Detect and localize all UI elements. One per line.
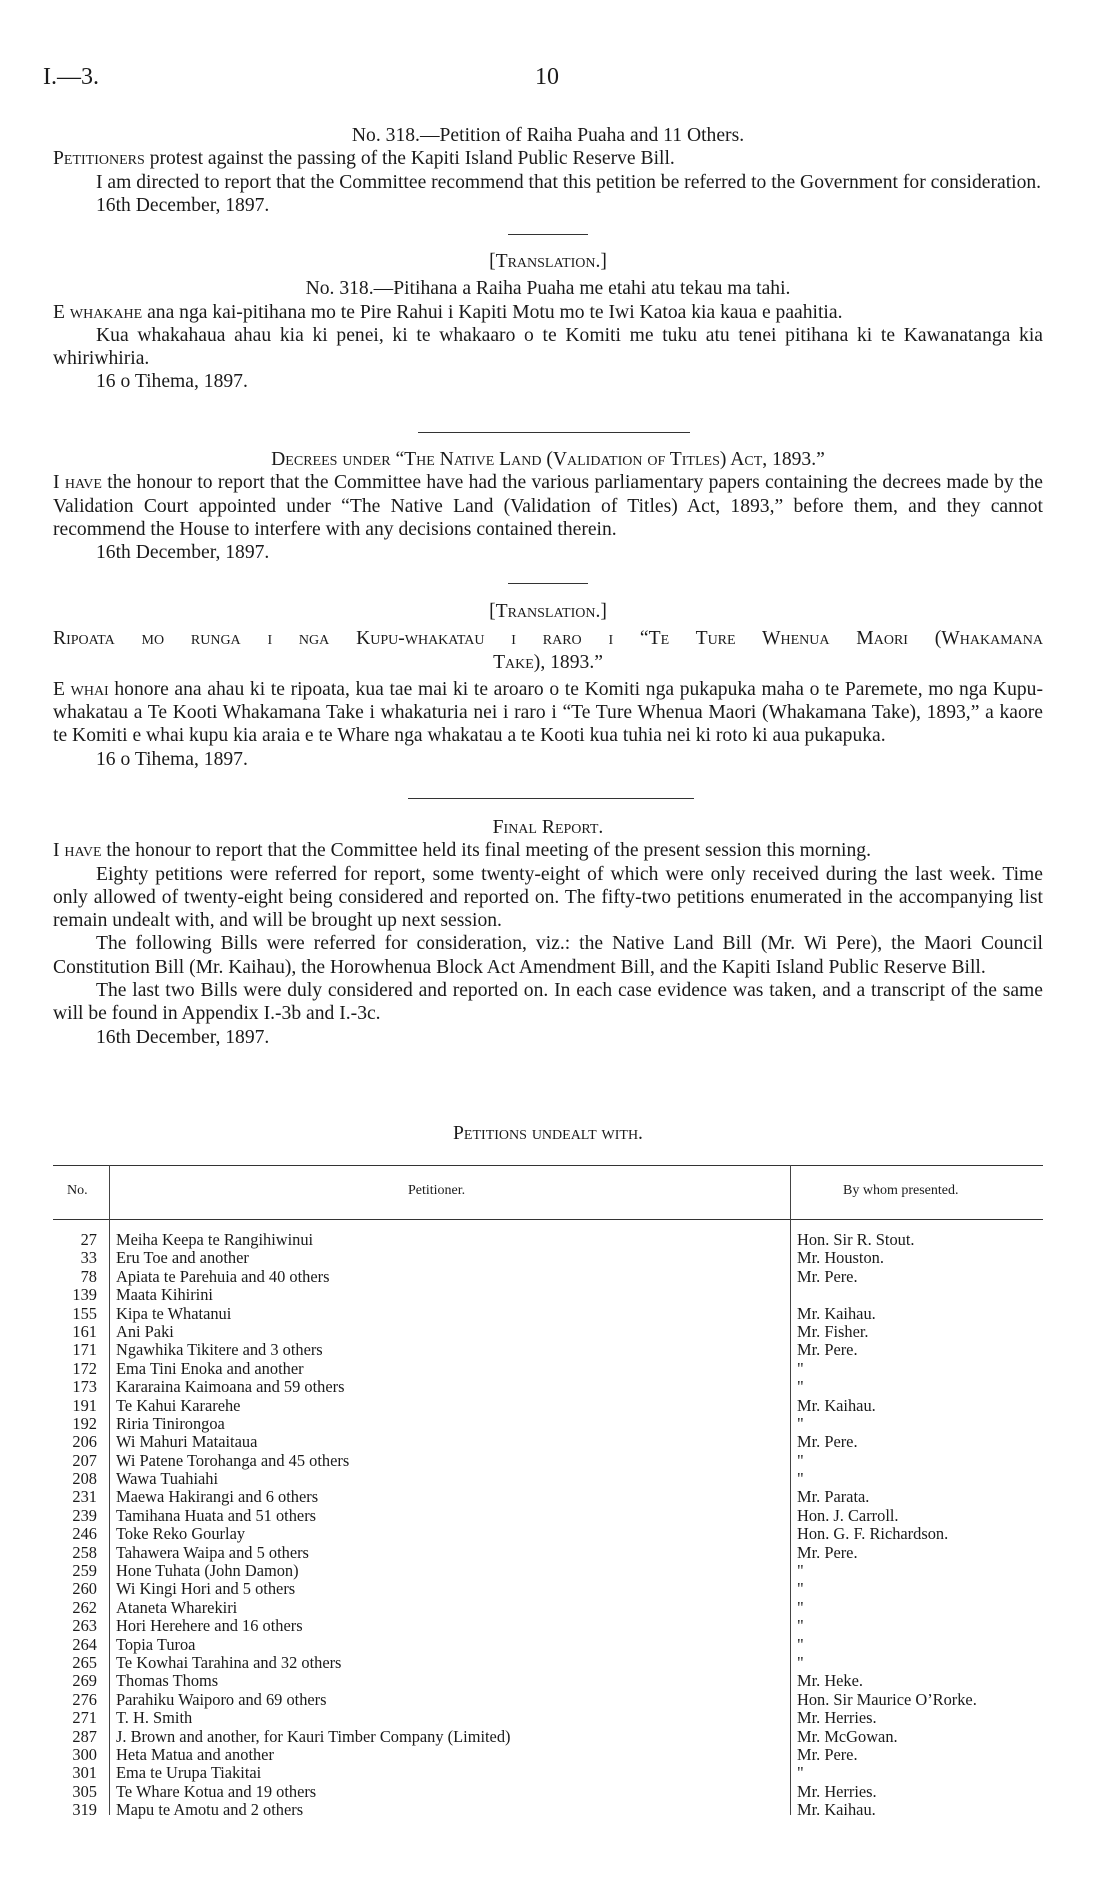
presented-by: " <box>797 1561 804 1581</box>
presented-by: Hon. J. Carroll. <box>797 1505 899 1525</box>
decrees-section <box>53 448 1043 564</box>
petition-number: 264 <box>72 1634 97 1654</box>
presented-by: Mr. Fisher. <box>797 1321 869 1341</box>
translation-2-label: [Translation.] <box>489 601 607 622</box>
petitioner-name: Apiata te Parehuia and 40 others <box>116 1267 330 1286</box>
petitioner-name: Toke Reko Gourlay <box>116 1525 246 1544</box>
petitioner-name: Thomas Thoms <box>116 1672 219 1691</box>
petition-number: 263 <box>72 1616 97 1636</box>
petitioner-name: Topia Turoa <box>116 1635 196 1654</box>
petitioner-name: Ema te Urupa Tiakitai <box>116 1764 262 1783</box>
table-row <box>53 1415 1043 1433</box>
petitioner-name: Te Kowhai Tarahina and 32 others <box>116 1653 342 1672</box>
petitioner-name: Ema Tini Enoka and another <box>116 1359 304 1378</box>
presented-by: " <box>797 1469 804 1489</box>
petitioner-name: Wi Patene Torohanga and 45 others <box>116 1451 350 1470</box>
table-row <box>53 1268 1043 1286</box>
table-row <box>53 1801 1043 1819</box>
table-row <box>53 1764 1043 1782</box>
presented-by: Mr. Kaihau. <box>797 1303 876 1323</box>
presented-by: Hon. Sir Maurice O’Rorke. <box>797 1689 977 1709</box>
petitioner-name: Maata Kihirini <box>116 1286 213 1305</box>
final-report-petitions: Eighty petitions were referred for report, some twenty-eight of which were only received during the last week. Time only allowed of twenty-eight being considered and reported on. The fifty-two petitions enumerated in the accompanying list remain undealt with, and will be brought up next session. <box>53 863 1043 932</box>
presented-by: Mr. McGowan. <box>797 1726 898 1746</box>
petition-number: 305 <box>72 1781 97 1801</box>
petitioner-name: Te Kahui Kararehe <box>116 1396 241 1415</box>
petition-number: 287 <box>72 1726 97 1746</box>
table-row <box>53 1378 1043 1396</box>
petition-number: 155 <box>72 1303 97 1323</box>
petitioner-name: Kararaina Kaimoana and 59 others <box>116 1378 345 1397</box>
table-row <box>53 1231 1043 1249</box>
table-row <box>53 1746 1043 1764</box>
final-report-evidence: The last two Bills were duly considered and reported on. In each case evidence was taken, and a transcript of the same will be found in Appendix I.-3b and I.-3c. <box>53 980 1043 1025</box>
presented-by: Hon. G. F. Richardson. <box>797 1524 949 1544</box>
table-row <box>53 1452 1043 1470</box>
translation-2-date: 16 o Tihema, 1897. <box>96 748 248 770</box>
table-row <box>53 1709 1043 1727</box>
column-header-no: No. <box>67 1183 88 1198</box>
presented-by: Mr. Houston. <box>797 1248 884 1268</box>
petition-318-report: I am directed to report that the Committee recommend that this petition be referred to the Government for consideration. <box>96 171 1042 193</box>
translation-2-lead-word: E whai <box>53 678 109 700</box>
final-report-lead-text: the honour to report that the Committee held its final meeting of the present session this morning. <box>106 840 871 862</box>
table-row <box>53 1507 1043 1525</box>
petition-number: 192 <box>72 1413 97 1433</box>
table-row <box>53 1433 1043 1451</box>
table-row <box>53 1544 1043 1562</box>
petitioner-name: Mapu te Amotu and 2 others <box>116 1801 304 1820</box>
petition-number: 265 <box>72 1652 97 1672</box>
petition-number: 139 <box>72 1285 97 1305</box>
table-row <box>53 1599 1043 1617</box>
final-report-section <box>53 816 1043 1049</box>
petitioner-name: Wawa Tuahiahi <box>116 1470 219 1489</box>
table-row <box>53 1654 1043 1672</box>
petitioner-name: Ngawhika Tikitere and 3 others <box>116 1341 323 1360</box>
table-row <box>53 1672 1043 1690</box>
petitioner-name: Heta Matua and another <box>116 1745 274 1764</box>
presented-by: Mr. Pere. <box>797 1542 858 1562</box>
petition-318-section <box>53 124 1043 217</box>
presented-by: Mr. Kaihau. <box>797 1800 876 1820</box>
section-divider <box>508 583 588 584</box>
table-row <box>53 1397 1043 1415</box>
petitioner-name: Riria Tinirongoa <box>116 1414 225 1433</box>
translation-1-lead-word: E whakahe <box>53 301 143 323</box>
decrees-lead-text: the honour to report that the Committee have had the various parliamentary papers containing the decrees made by the Validation Court appointed under “The Native Land (Validation of Titles) Act, 1893,” before them, and they cannot recommend the House to interfere with any decisions contained therein. <box>53 472 1043 540</box>
petitioner-name: Parahiku Waiporo and 69 others <box>116 1690 327 1709</box>
presented-by: Mr. Herries. <box>797 1708 877 1728</box>
table-row <box>53 1580 1043 1598</box>
section-divider <box>508 234 588 235</box>
table-row <box>53 1488 1043 1506</box>
presented-by: " <box>797 1579 804 1599</box>
petitioner-name: Wi Mahuri Mataitaua <box>116 1433 258 1452</box>
petition-number: 171 <box>72 1340 97 1360</box>
presented-by: Hon. Sir R. Stout. <box>797 1230 915 1249</box>
table-row <box>53 1305 1043 1323</box>
translation-1-report: Kua whakahaua ahau kia ki penei, ki te whakaaro o te Komiti me tuku atu tenei pitihana ki te Kawanatanga kia whiriwhiria. <box>53 324 1043 370</box>
presented-by: " <box>797 1616 804 1636</box>
petitioner-name: Meiha Keepa te Rangihiwinui <box>116 1231 314 1249</box>
table-title: Petitions undealt with. <box>453 1123 643 1144</box>
presented-by: " <box>797 1450 804 1470</box>
petitions-table <box>53 1165 1043 1820</box>
presented-by: Mr. Pere. <box>797 1266 858 1286</box>
petitioner-name: J. Brown and another, for Kauri Timber Company (Limited) <box>116 1727 511 1746</box>
page-reference: I.—3. <box>43 64 99 90</box>
petitioner-name: Maewa Hakirangi and 6 others <box>116 1488 319 1507</box>
petition-number: 191 <box>72 1395 97 1415</box>
translation-2-section <box>53 600 1043 771</box>
petition-number: 319 <box>72 1800 97 1820</box>
table-row <box>53 1636 1043 1654</box>
petitioner-name: Ani Paki <box>116 1322 174 1341</box>
petition-number: 27 <box>80 1230 97 1249</box>
translation-2-lead-text: honore ana ahau ki te ripoata, kua tae mai ki te aroaro o te Komiti nga pukapuka maha o te Paremete, mo nga Kupu-whakatau a Te Kooti Whakamana Take i whakaturia nei i raro i “Te Ture Whenua Maori (Whakamana Take), 1893,” a kaore te Komiti e whai kupu kia araia e te Whare nga whakatau a te Kooti kua tuhia nei ki roto ki aua pukapuka. <box>53 678 1043 747</box>
final-report-bills: The following Bills were referred for consideration, viz.: the Native Land Bill (Mr. Wi Pere), the Maori Council Constitution Bill (Mr. Kaihau), the Horowhenua Block Act Amendment Bill, and the Kapiti Island Public Reserve Bill. <box>53 933 1043 978</box>
column-header-petitioner: Petitioner. <box>408 1183 466 1198</box>
presented-by: " <box>797 1413 804 1433</box>
petitioner-name: Eru Toe and another <box>116 1249 249 1268</box>
petitioner-name: T. H. Smith <box>116 1709 193 1728</box>
table-row <box>53 1691 1043 1709</box>
petitioner-name: Wi Kingi Hori and 5 others <box>116 1580 296 1599</box>
final-report-lead-word: I have <box>53 840 102 862</box>
table-row <box>53 1286 1043 1304</box>
presented-by: Mr. Parata. <box>797 1487 870 1507</box>
translation-1-date: 16 o Tihema, 1897. <box>96 371 248 393</box>
column-header-presented-by: By whom presented. <box>843 1183 959 1198</box>
presented-by: Mr. Herries. <box>797 1781 877 1801</box>
section-divider <box>408 798 694 799</box>
petitioner-name: Kipa te Whatanui <box>116 1304 232 1323</box>
table-row <box>53 1341 1043 1359</box>
petition-318-date: 16th December, 1897. <box>96 194 270 216</box>
translation-1-label: [Translation.] <box>489 251 607 272</box>
translation-1-title: No. 318.—Pitihana a Raiha Puaha me etahi atu tekau ma tahi. <box>305 278 791 300</box>
presented-by: " <box>797 1763 804 1783</box>
petition-number: 173 <box>72 1377 97 1397</box>
petition-number: 259 <box>72 1561 97 1581</box>
table-row <box>53 1728 1043 1746</box>
decrees-lead-word: I have <box>53 472 102 494</box>
presented-by: " <box>797 1652 804 1672</box>
petition-number: 258 <box>72 1542 97 1562</box>
final-report-title: Final Report. <box>492 817 604 838</box>
petitioner-name: Hori Herehere and 16 others <box>116 1617 303 1636</box>
petition-number: 301 <box>72 1763 97 1783</box>
petition-number: 207 <box>72 1450 97 1470</box>
table-row <box>53 1783 1043 1801</box>
presented-by: " <box>797 1377 804 1397</box>
petition-number: 78 <box>80 1266 97 1286</box>
table-row <box>53 1249 1043 1267</box>
translation-1-lead-text: ana nga kai-pitihana mo te Pire Rahui i Kapiti Motu mo te Iwi Katoa kia kaua e paahitia. <box>147 301 843 323</box>
petition-number: 260 <box>72 1579 97 1599</box>
presented-by: Mr. Pere. <box>797 1432 858 1452</box>
final-report-date: 16th December, 1897. <box>96 1026 270 1048</box>
petition-number: 239 <box>72 1505 97 1525</box>
petition-number: 269 <box>72 1671 97 1691</box>
table-row <box>53 1562 1043 1580</box>
translation-1-section <box>53 250 1043 394</box>
table-row <box>53 1323 1043 1341</box>
table-row <box>53 1617 1043 1635</box>
presented-by: Mr. Kaihau. <box>797 1395 876 1415</box>
petition-number: 231 <box>72 1487 97 1507</box>
presented-by: Mr. Heke. <box>797 1671 864 1691</box>
presented-by: " <box>797 1358 804 1378</box>
petition-number: 33 <box>80 1248 97 1268</box>
petition-number: 208 <box>72 1469 97 1489</box>
petitioner-name: Hone Tuhata (John Damon) <box>116 1562 299 1581</box>
petition-number: 172 <box>72 1358 97 1378</box>
decrees-date: 16th December, 1897. <box>96 542 270 564</box>
section-divider <box>418 432 690 433</box>
petition-318-lead-text: protest against the passing of the Kapiti Island Public Reserve Bill. <box>149 148 675 170</box>
petitioner-name: Ataneta Wharekiri <box>116 1598 238 1617</box>
petition-318-title: No. 318.—Petition of Raiha Puaha and 11 Others. <box>351 125 745 146</box>
table-row <box>53 1525 1043 1543</box>
table-header <box>53 1165 1043 1220</box>
decrees-title: Decrees under “The Native Land (Validation of Titles) Act, 1893.” <box>271 449 825 470</box>
table-row <box>53 1360 1043 1378</box>
petitioner-name: Te Whare Kotua and 19 others <box>116 1782 317 1801</box>
presented-by: " <box>797 1634 804 1654</box>
presented-by: " <box>797 1597 804 1617</box>
petition-number: 262 <box>72 1597 97 1617</box>
petition-number: 246 <box>72 1524 97 1544</box>
table-row <box>53 1470 1043 1488</box>
petition-318-lead-word: Petitioners <box>53 148 145 170</box>
petitioner-name: Tahawera Waipa and 5 others <box>116 1543 309 1562</box>
presented-by: Mr. Pere. <box>797 1744 858 1764</box>
translation-2-title-line2: Take), 1893.” <box>493 651 603 673</box>
presented-by: Mr. Pere. <box>797 1340 858 1360</box>
petition-number: 271 <box>72 1708 97 1728</box>
translation-2-title-line1: Ripoata mo runga i nga Kupu-whakatau i raro i “Te Ture Whenua Maori (Whakamana <box>53 628 1043 650</box>
table-body <box>53 1231 1043 1820</box>
page-number: 10 <box>535 64 559 90</box>
petitioner-name: Tamihana Huata and 51 others <box>116 1506 317 1525</box>
petition-number: 161 <box>72 1321 97 1341</box>
petition-number: 276 <box>72 1689 97 1709</box>
petition-number: 206 <box>72 1432 97 1452</box>
petition-number: 300 <box>72 1744 97 1764</box>
